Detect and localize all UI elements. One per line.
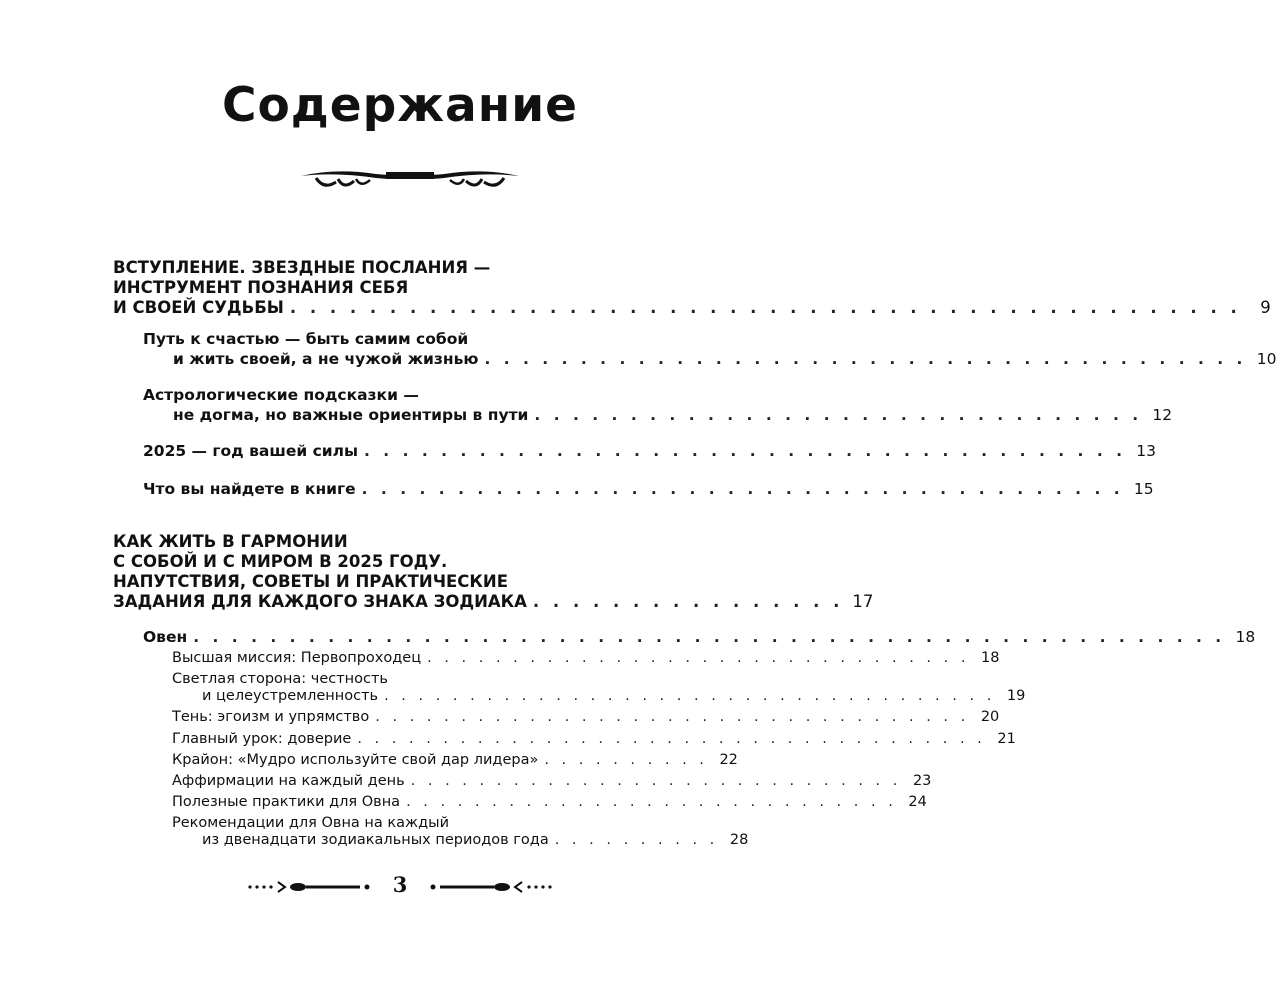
- entry-title-line: Аффирмации на каждый день: [172, 773, 405, 789]
- dot-leader: . . . . . . . . . . . . . . . . . . . . . . . . . . . . . . . . . . .: [375, 709, 970, 725]
- page-title: Содержание: [221, 78, 579, 133]
- dot-leader: . . . . . . . . . . . . . . . . . . . . . . . . . . . . .: [406, 794, 897, 810]
- page-ref: 18: [981, 650, 1000, 666]
- page-number: 3: [392, 872, 408, 897]
- dot-leader: . . . . . . . . . . . . . . . . . . . . . . . . . . . . . . . .: [427, 650, 970, 666]
- page-ref: 18: [1235, 628, 1256, 646]
- entry-title-line: Что вы найдете в книге: [143, 480, 356, 498]
- dot-leader: . . . . . . . . . . . . . . . . . . . . . . . . . . . . . . . . . . . . . . . .: [361, 480, 1124, 498]
- entry-title-line: НАПУТСТВИЯ, СОВЕТЫ И ПРАКТИЧЕСКИЕ: [113, 572, 508, 591]
- page-ref: 22: [719, 752, 738, 768]
- dot-leader: . . . . . . . . . . . . . . . . . . . . . . . . . . . . . . . . . . . . . . . .: [364, 442, 1126, 460]
- entry-title-line: Полезные практики для Овна: [172, 794, 401, 810]
- page-ref: 13: [1136, 442, 1156, 460]
- dot-leader: . . . . . . . . . . . . . . . . . . . . . . . . . . . . . . . . . . . . . . . .: [484, 350, 1247, 368]
- dot-leader: . . . . . . . . . . . . . . . . . . . . . . . . . . . . . . . .: [534, 406, 1143, 424]
- entry-title-line: Светлая сторона: честность: [172, 671, 388, 687]
- entry-title-line: не догма, но важные ориентиры в пути: [173, 406, 529, 424]
- dot-leader: . . . . . . . . . . . . . . . .: [532, 592, 844, 611]
- dot-leader: . . . . . . . . . . . . . . . . . . . . . . . . . . . . . . . . . . . . . . . . . . . . . . . .: [289, 298, 1241, 317]
- entry-title-line: из двенадцати зодиакальных периодов года: [202, 832, 549, 848]
- page-ref: 24: [908, 794, 927, 810]
- page-ref: 23: [912, 773, 932, 789]
- entry-title-line: ВСТУПЛЕНИЕ. ЗВЕЗДНЫЕ ПОСЛАНИЯ —: [113, 258, 491, 277]
- dot-leader: . . . . . . . . . . . . . . . . . . . . . . . . . . . . . . . . . . . .: [384, 688, 996, 704]
- page-ref: 20: [980, 709, 1000, 725]
- entry-title-line: Путь к счастью — быть самим собой: [143, 330, 469, 348]
- entry-title-line: Крайон: «Мудро используйте свой дар лидера»: [172, 752, 539, 768]
- dot-leader: . . . . . . . . . . . . . . . . . . . . . . . . . . . . .: [410, 773, 902, 789]
- entry-title-line: Главный урок: доверие: [172, 731, 352, 747]
- entry-title-line: 2025 — год вашей силы: [143, 442, 359, 460]
- entry-title-line: ЗАДАНИЯ ДЛЯ КАЖДОГО ЗНАКА ЗОДИАКА: [113, 592, 527, 611]
- page-ref: 9: [1260, 298, 1271, 317]
- page-ref: 19: [1006, 688, 1026, 704]
- dot-leader: . . . . . . . . . . . . . . . . . . . . . . . . . . . . . . . . . . . . . . . . . . . . . . . . . . . . . .: [193, 628, 1226, 646]
- entry-title-line: Высшая миссия: Первопроходец: [172, 650, 422, 666]
- page-ref: 28: [729, 832, 749, 848]
- entry-title-line: Астрологические подсказки —: [143, 386, 419, 404]
- entry-title-line: ИНСТРУМЕНТ ПОЗНАНИЯ СЕБЯ: [113, 278, 409, 297]
- entry-title-line: КАК ЖИТЬ В ГАРМОНИИ: [113, 532, 348, 551]
- entry-title-line: Тень: эгоизм и упрямство: [172, 709, 370, 725]
- entry-title-line: и жить своей, а не чужой жизнью: [173, 350, 479, 368]
- entry-title-line: и целеустремленность: [202, 688, 379, 704]
- entry-title-line: Рекомендации для Овна на каждый: [172, 815, 450, 831]
- page-ref: 21: [997, 731, 1016, 747]
- entry-title-line: С СОБОЙ И С МИРОМ В 2025 ГОДУ.: [113, 552, 448, 571]
- entry-title-line: И СВОЕЙ СУДЬБЫ: [113, 298, 284, 317]
- page-ref: 17: [852, 592, 874, 611]
- dot-leader: . . . . . . . . . .: [544, 752, 708, 768]
- ornament-divider: [296, 162, 524, 192]
- page-ref: 10: [1256, 350, 1276, 368]
- page-ref: 15: [1133, 480, 1154, 498]
- page-ref: 12: [1152, 406, 1173, 424]
- dot-leader: . . . . . . . . . .: [554, 832, 719, 848]
- entry-title-line: Овен: [143, 628, 188, 646]
- dot-leader: . . . . . . . . . . . . . . . . . . . . . . . . . . . . . . . . . . . . .: [357, 731, 986, 747]
